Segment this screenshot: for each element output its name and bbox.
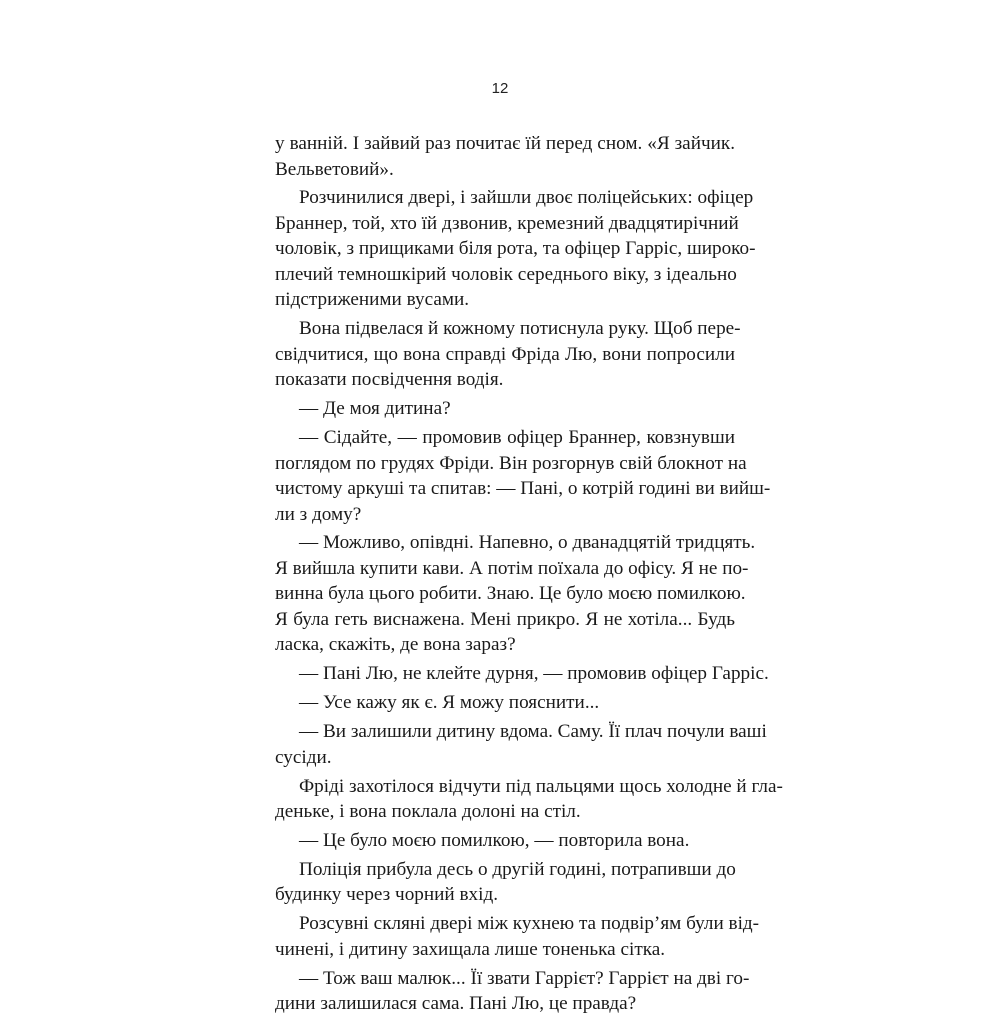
text-line: сусіди. — [275, 746, 332, 768]
text-line: чинені, і дитину захищала лише тоненька сітка. — [275, 938, 666, 960]
text-line: свідчитися, що вона справді Фріда Лю, вони попросили — [275, 343, 735, 365]
text-line: Розсувні скляні двері між кухнею та подвір’ям були від- — [299, 913, 760, 935]
text-line: винна була цього робити. Знаю. Це було моєю помилкою. — [275, 583, 746, 605]
text-line: Я вийшла купити кави. А потім поїхала до офісу. Я не по- — [275, 557, 749, 579]
text-line: ласка, скажіть, де вона зараз? — [275, 634, 516, 656]
text-line: — Сідайте, — промовив офіцер Браннер, ковзнувши — [299, 427, 735, 449]
text-line: Фріді захотілося відчути під пальцями щось холодне й гла- — [299, 775, 783, 797]
paragraph — [275, 690, 735, 716]
paragraph — [275, 396, 735, 422]
paragraph — [275, 828, 735, 854]
paragraph — [275, 316, 741, 393]
text-line: чистому аркуші та спитав: — Пані, о котрій годині ви вийш- — [275, 478, 771, 500]
paragraph — [275, 774, 783, 825]
text-line: підстриженими вусами. — [275, 289, 470, 311]
text-line: плечий темношкірий чоловік середнього віку, з ідеально — [275, 263, 737, 285]
text-line: у ванній. І зайвий раз почитає їй перед сном. «Я зайчик. — [275, 133, 735, 154]
text-line: Вельветовий». — [275, 158, 394, 180]
text-line: Розчинилися двері, і зайшли двоє поліцейських: офіцер — [299, 187, 754, 209]
text-line: — Пані Лю, не клейте дурня, — промовив офіцер Гарріс. — [299, 663, 769, 685]
text-line: чоловік, з прищиками біля рота, та офіцер Гарріс, широко- — [275, 238, 756, 260]
text-line: — Можливо, опівдні. Напевно, о дванадцятій тридцять. — [299, 532, 756, 554]
text-line: показати посвідчення водія. — [275, 369, 504, 391]
paragraph — [275, 185, 756, 313]
text-line: будинку через чорний вхід. — [275, 884, 499, 906]
paragraph — [275, 530, 756, 658]
text-line: — Тож ваш малюк... Її звати Гаррієт? Гаррієт на дві го- — [299, 967, 750, 989]
text-line: — Усе кажу як є. Я можу пояснити... — [299, 692, 600, 714]
text-line: Я була геть виснажена. Мені прикро. Я не хотіла... Будь — [275, 608, 735, 630]
paragraph — [275, 425, 771, 527]
text-line: Вона підвелася й кожному потиснула руку. Щоб пере- — [299, 318, 741, 340]
text-line: деньке, і вона поклала долоні на стіл. — [275, 801, 581, 823]
text-line: поглядом по грудях Фріди. Він розгорнув свій блокнот на — [275, 452, 747, 474]
text-line: ли з дому? — [275, 503, 362, 525]
text-line: Поліція прибула десь о другій годині, потрапивши до — [299, 858, 736, 880]
page-number: 12 — [491, 80, 509, 97]
text-line: — Ви залишили дитину вдома. Саму. Її плач почули ваші — [299, 721, 767, 743]
paragraph — [275, 719, 767, 770]
text-line: — Де моя дитина? — [299, 398, 451, 420]
paragraph — [275, 966, 750, 1017]
paragraph — [275, 661, 769, 687]
paragraph — [275, 911, 760, 962]
text-line: Браннер, той, хто їй дзвонив, кремезний двадцятирічний — [275, 212, 739, 234]
paragraph — [275, 131, 735, 182]
text-line: дини залишилася сама. Пані Лю, це правда? — [275, 993, 637, 1015]
body-text — [275, 131, 783, 1017]
text-line: — Це було моєю помилкою, — повторила вона. — [299, 829, 690, 851]
paragraph — [275, 857, 735, 908]
